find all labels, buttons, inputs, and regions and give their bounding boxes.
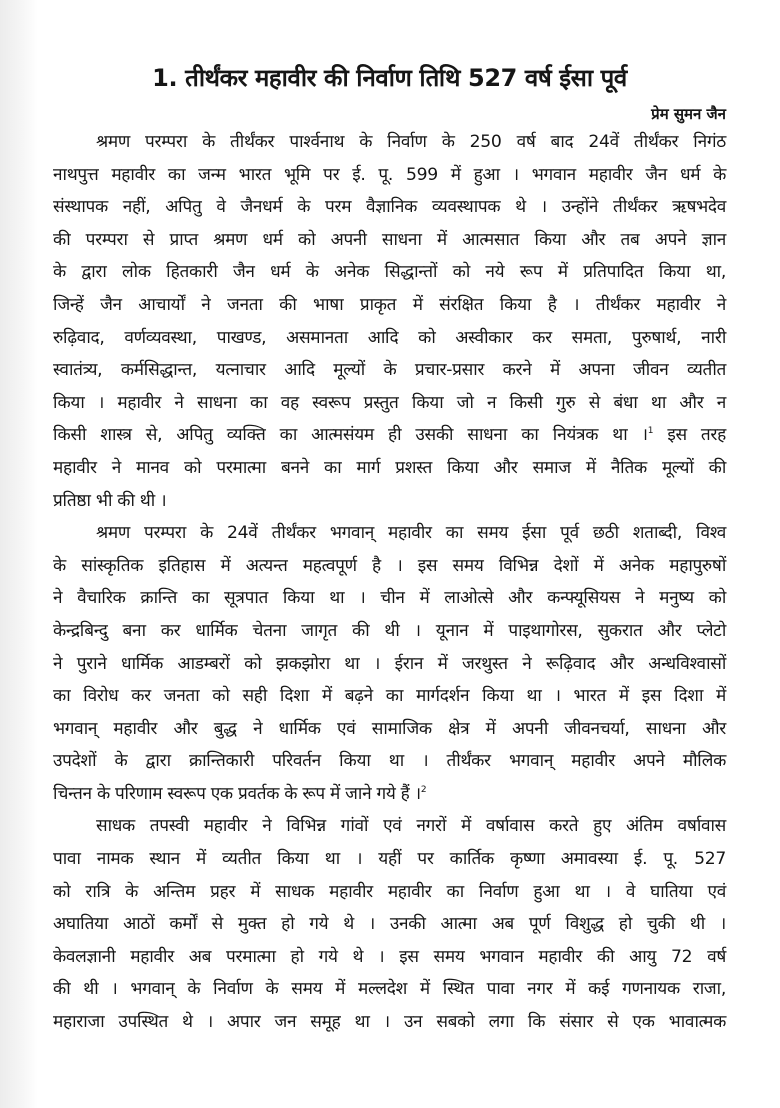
text-line: अघातिया आठों कर्मों से मुक्त हो गये थे । उनकी आत्मा अब पूर्ण विशुद्ध हो चुकी थी । <box>53 914 726 935</box>
text-line: उपदेशों के द्वारा क्रान्तिकारी परिवर्तन किया था । तीर्थंकर भगवान् महावीर अपने मौलिक <box>53 751 726 772</box>
text-line-with-footnote <box>53 419 726 452</box>
text-line: ने पुराने धार्मिक आडम्बरों को झकझोरा था । ईरान में जरथुस्त ने रूढ़िवाद और अन्धविश्वासों <box>53 653 726 674</box>
text-line: जिन्हें जैन आचार्यों ने जनता की भाषा प्राकृत में संरक्षित किया है । तीर्थंकर महावीर ने <box>53 294 726 315</box>
footnote-marker-2[interactable]: 2 <box>420 784 427 795</box>
text-line: नाथपुत्त महावीर का जन्म भारत भूमि पर ई. पू. 599 में हुआ । भगवान महावीर जैन धर्म के <box>53 164 726 185</box>
text-line: केन्द्रबिन्दु बना कर धार्मिक चेतना जागृत की थी । यूनान में पाइथागोरस, सुकरात और प्लेटो <box>53 620 726 641</box>
text-line: संस्थापक नहीं, अपितु वे जैनधर्म के परम वैज्ञानिक व्यवस्थापक थे । उन्होंने तीर्थंकर ऋषभदेव <box>53 197 726 218</box>
text-line: भगवान् महावीर और बुद्ध ने धार्मिक एवं सामाजिक क्षेत्र में अपनी जीवनचर्या, साधना और <box>53 718 726 739</box>
text-line: प्रतिष्ठा भी की थी । <box>53 490 167 511</box>
text-segment: चिन्तन के परिणाम स्वरूप एक प्रवर्तक के रूप में जाने गये हैं । <box>53 783 421 804</box>
text-line: का विरोध कर जनता को सही दिशा में बढ़ने का मार्गदर्शन किया था । भारत में इस दिशा में <box>53 686 726 707</box>
paragraph-1 <box>53 126 726 517</box>
text-line: किया । महावीर ने साधना का वह स्वरूप प्रस्तुत किया जो न किसी गुरु से बंधा था और न <box>53 392 726 413</box>
text-segment: इस तरह <box>653 425 726 446</box>
text-line: श्रमण परम्परा के तीर्थंकर पार्श्वनाथ के निर्वाण के 250 वर्ष बाद 24वें तीर्थंकर निगंठ <box>96 132 726 152</box>
text-line: की परम्परा से प्राप्त श्रमण धर्म को अपनी साधना में आत्मसात किया और तब अपने ज्ञान <box>53 229 726 250</box>
text-line: महावीर ने मानव को परमात्मा बनने का मार्ग प्रशस्त किया और समाज में नैतिक मूल्यों की <box>53 457 726 478</box>
text-line: केवलज्ञानी महावीर अब परमात्मा हो गये थे । इस समय भगवान महावीर की आयु 72 वर्ष <box>53 946 726 967</box>
text-line-with-footnote <box>53 778 726 811</box>
paragraph-2 <box>53 517 726 810</box>
text-line: की थी । भगवान् के निर्वाण के समय में मल्लदेश में स्थित पावा नगर में कई गणनायक राजा, <box>53 979 726 1000</box>
text-line: रुढ़िवाद, वर्णव्यवस्था, पाखण्ड, असमानता आदि को अस्वीकार कर समता, पुरुषार्थ, नारी <box>53 327 726 348</box>
text-line: साधक तपस्वी महावीर ने विभिन्न गांवों एवं नगरों में वर्षावास करते हुए अंतिम वर्षावास <box>96 816 726 837</box>
footnote-marker-1[interactable]: 1 <box>647 426 654 437</box>
chapter-title: 1. तीर्थंकर महावीर की निर्वाण तिथि 527 वर्ष ईसा पूर्व <box>152 64 627 92</box>
text-line: को रात्रि के अन्तिम प्रहर में साधक महावीर महावीर का निर्वाण हुआ था । वे घातिया एवं <box>53 881 726 902</box>
paragraph-3 <box>53 810 726 1038</box>
text-line: स्वातंत्र्य, कर्मसिद्धान्त, यत्नाचार आदि मूल्यों के प्रचार-प्रसार करने में अपना जीवन व्यतीत <box>53 360 726 381</box>
text-line: महाराजा उपस्थित थे । अपार जन समूह था । उन सबको लगा कि संसार से एक भावात्मक <box>53 1012 726 1033</box>
document-page <box>53 56 726 1039</box>
text-line: ने वैचारिक क्रान्ति का सूत्रपात किया था । चीन में लाओत्से और कन्फ्यूसियस ने मनुष्य को <box>53 588 726 609</box>
text-line: श्रमण परम्परा के 24वें तीर्थंकर भगवान् महावीर का समय ईसा पूर्व छठी शताब्दी, विश्व <box>96 523 726 544</box>
text-segment: किसी शास्त्र से, अपितु व्यक्ति का आत्मसंयम ही उसकी साधना का नियंत्रक था । <box>53 425 648 446</box>
text-line: के द्वारा लोक हितकारी जैन धर्म के अनेक सिद्धान्तों को नये रूप में प्रतिपादित किया था, <box>53 262 726 283</box>
text-line: के सांस्कृतिक इतिहास में अत्यन्त महत्वपूर्ण है । इस समय विभिन्न देशों में अनेक महापुरुषों <box>53 555 726 576</box>
text-line: पावा नामक स्थान में व्यतीत किया था । यहीं पर कार्तिक कृष्णा अमावस्या ई. पू. 527 <box>53 849 726 870</box>
page-edge-shadow <box>0 0 38 1108</box>
author-name: प्रेम सुमन जैन <box>651 105 726 123</box>
